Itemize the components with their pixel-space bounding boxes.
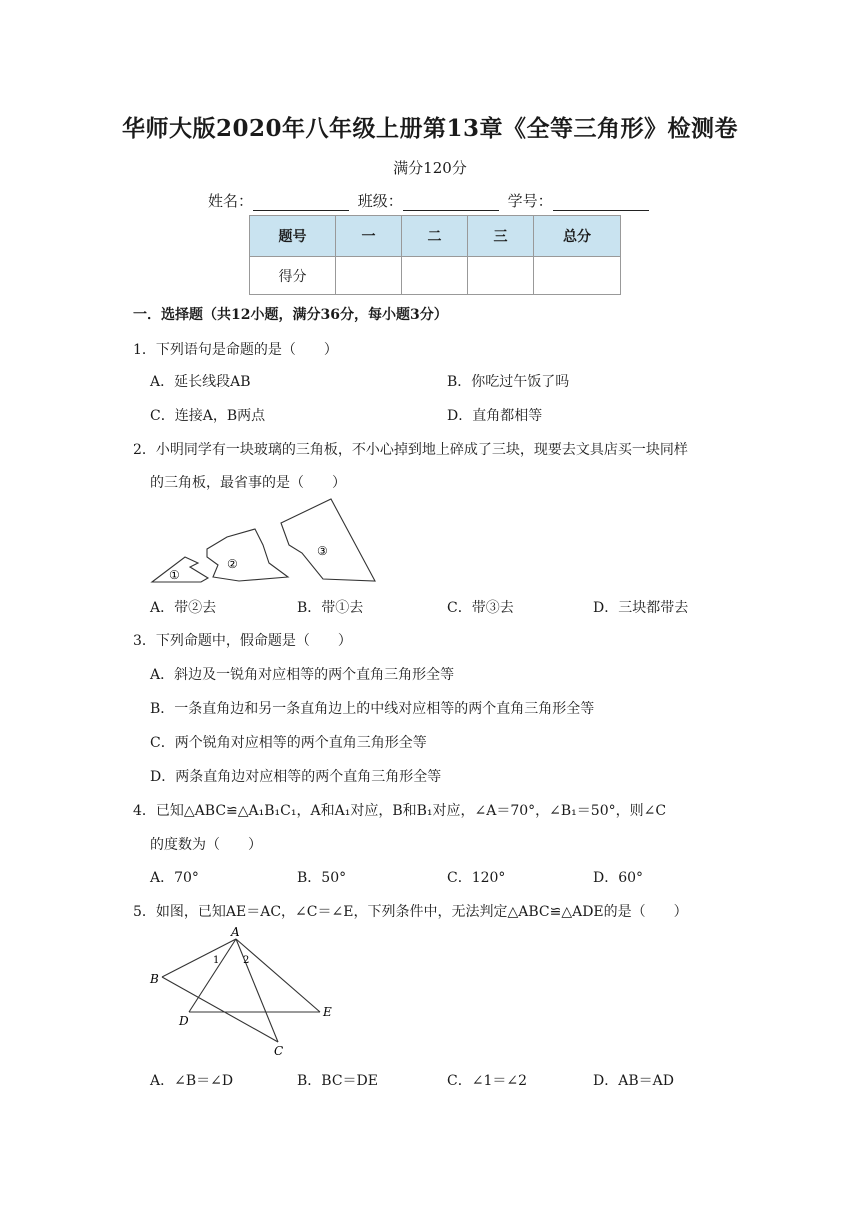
point-label-b: B [150,972,159,986]
question-2-option-b[interactable]: B．带①去 [297,600,364,616]
full-score-subtitle: 满分120分 [393,159,467,177]
question-3-option-c[interactable]: C．两个锐角对应相等的两个直角三角形全等 [150,735,427,751]
glass-piece-1-label: ① [169,568,180,582]
glass-piece-1 [152,557,208,582]
question-4-option-a[interactable]: A．70° [150,870,199,886]
score-header-cell: 总分 [534,216,621,257]
score-table-row [250,257,621,295]
angle-label-1: 1 [213,955,220,966]
question-5-stem: 5．如图，已知AE＝AC，∠C＝∠E，下列条件中，无法判定△ABC≌△ADE的是（ ） [133,904,688,920]
class-blank[interactable] [403,196,499,211]
question-2-stem-line-2: 的三角板，最省事的是（ ） [150,475,346,491]
question-4-stem-line-1: 4．已知△ABC≌△A₁B₁C₁，A和A₁对应，B和B₁对应，∠A＝70°，∠B₁＝50°，则∠C [133,803,667,819]
section-heading: 一．选择题（共12小题，满分36分，每小题3分） [133,307,448,323]
question-4-option-d[interactable]: D．60° [593,870,644,886]
question-3-option-a[interactable]: A．斜边及一锐角对应相等的两个直角三角形全等 [150,667,455,683]
question-1-option-d[interactable]: D．直角都相等 [447,408,543,424]
question-1-option-c[interactable]: C．连接A，B两点 [150,408,266,424]
score-header-cell: 一 [336,216,402,257]
score-cell[interactable] [534,257,621,295]
angle-label-2: 2 [243,955,250,966]
score-table-header-row [250,216,621,257]
question-5-option-b[interactable]: B．BC＝DE [297,1073,378,1089]
question-5-option-d[interactable]: D．AB＝AD [593,1073,674,1089]
point-label-a: A [231,925,240,939]
point-label-c: C [274,1044,284,1058]
page-title: 华师大版2020年八年级上册第13章《全等三角形》检测卷 [121,115,739,142]
score-cell[interactable] [402,257,468,295]
triangle-figure [145,922,345,1062]
question-1-option-b[interactable]: B．你吃过午饭了吗 [447,374,570,390]
student-id-blank[interactable] [553,196,649,211]
name-blank[interactable] [253,196,349,211]
question-5-option-a[interactable]: A．∠B＝∠D [150,1073,234,1089]
question-2-option-a[interactable]: A．带②去 [150,600,217,616]
score-table [249,215,621,295]
glass-pieces-figure [145,495,390,590]
student-info-line [208,190,653,211]
name-label: 姓名： [208,192,254,210]
question-4-stem-line-2: 的度数为（ ） [150,837,262,853]
question-2-option-c[interactable]: C．带③去 [447,600,514,616]
score-cell[interactable] [468,257,534,295]
point-label-e: E [323,1005,332,1019]
score-header-cell: 二 [402,216,468,257]
score-header-cell: 三 [468,216,534,257]
question-3-option-d[interactable]: D．两条直角边对应相等的两个直角三角形全等 [150,769,442,785]
point-label-d: D [179,1014,189,1028]
student-id-label: 学号： [507,192,553,210]
segment-bc [162,977,278,1042]
question-3-stem: 3．下列命题中，假命题是（ ） [133,633,352,649]
score-header-cell: 题号 [250,216,336,257]
segment-ad [189,939,236,1012]
question-3-option-b[interactable]: B．一条直角边和另一条直角边上的中线对应相等的两个直角三角形全等 [150,701,595,717]
score-cell[interactable] [336,257,402,295]
glass-piece-3 [281,499,375,581]
segment-ae [236,939,320,1012]
question-4-option-b[interactable]: B．50° [297,870,347,886]
question-1-stem: 1．下列语句是命题的是（ ） [133,342,338,358]
question-5-option-c[interactable]: C．∠1＝∠2 [447,1073,527,1089]
score-row-label: 得分 [250,257,336,295]
question-4-option-c[interactable]: C．120° [447,870,506,886]
glass-piece-2 [207,529,288,581]
segment-ab [162,939,236,977]
glass-piece-3-label: ③ [317,544,328,558]
glass-piece-2-label: ② [227,557,238,571]
question-2-stem-line-1: 2．小明同学有一块玻璃的三角板，不小心掉到地上碎成了三块，现要去文具店买一块同样 [133,442,688,458]
class-label: 班级： [357,192,403,210]
question-1-option-a[interactable]: A．延长线段AB [150,374,251,390]
question-2-option-d[interactable]: D．三块都带去 [593,600,689,616]
